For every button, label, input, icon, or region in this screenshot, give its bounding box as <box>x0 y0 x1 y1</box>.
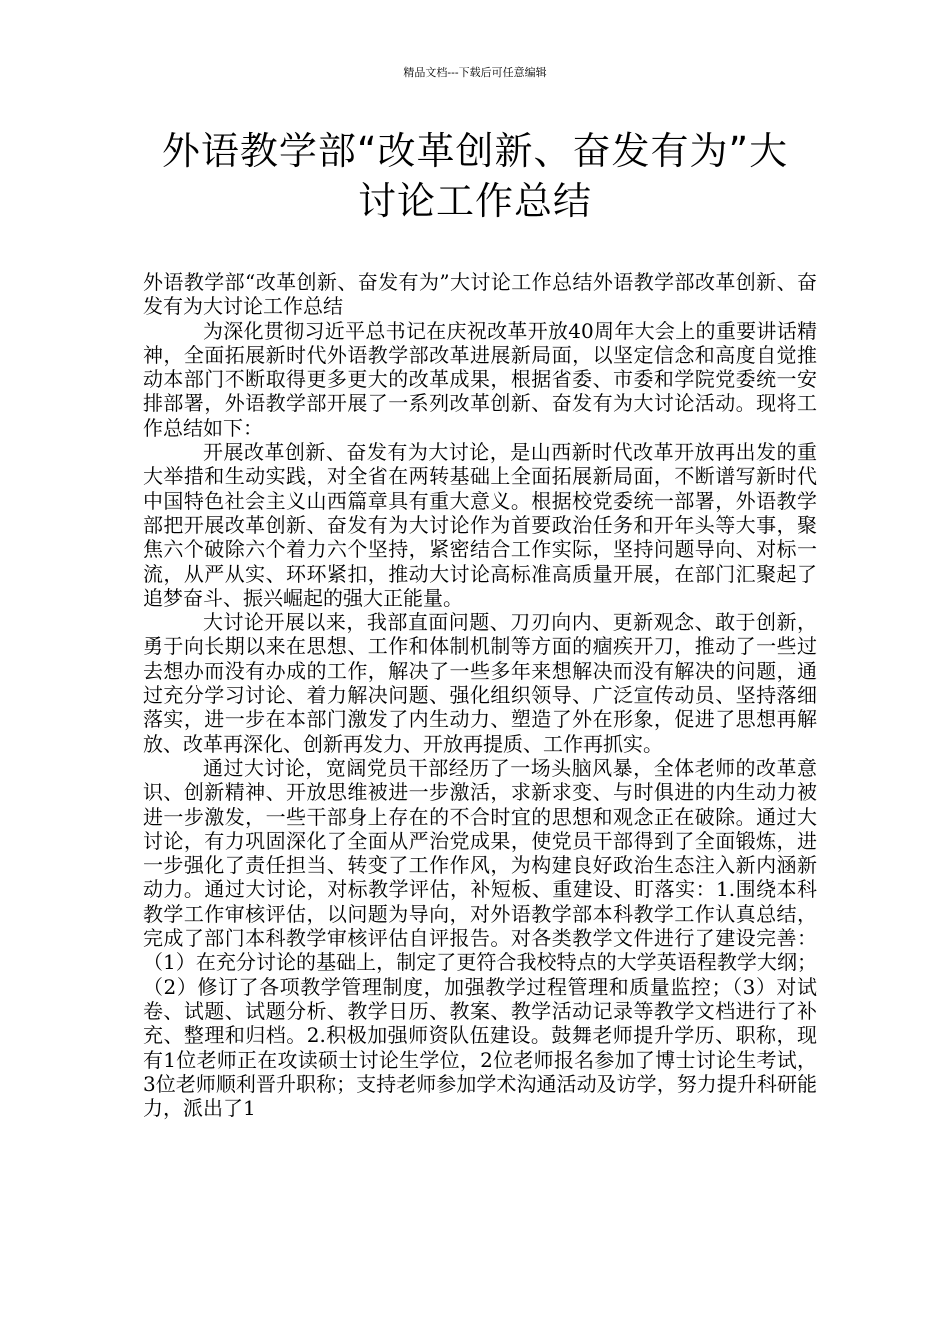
paragraph: 通过大讨论，宽阔党员干部经历了一场头脑风暴，全体老师的改革意识、创新精神、开放思维被进一步激活，求新求变、与时俱进的内生动力被进一步激发，一些干部身上存在的不合时宜的思想和观念正在破除。通过大讨论，有力巩固深化了全面从严治党成果，使党员干部得到了全面锻炼，进一步强化了责任担当、转变了工作作风，为构建良好政治生态注入新内涵新动力。通过大讨论，对标教学评估，补短板、重建设、盯落实：1.围绕本科教学工作审核评估，以问题为导向，对外语教学部本科教学工作认真总结，完成了部门本科教学审核评估自评报告。对各类教学文件进行了建设完善：（1）在充分讨论的基础上，制定了更符合我校特点的大学英语程教学大纲；（2）修订了各项教学管理制度，加强教学过程管理和质量监控；（3）对试卷、试题、试题分析、教学日历、教案、教学活动记录等教学文档进行了补充、整理和归档。2.积极加强师资队伍建设。鼓舞老师提升学历、职称，现有1位老师正在攻读硕士讨论生学位，2位老师报名参加了博士讨论生考试，3位老师顺利晋升职称；支持老师参加学术沟通活动及访学，努力提升科研能力，派出了1 <box>143 755 817 1121</box>
paragraph: 为深化贯彻习近平总书记在庆祝改革开放40周年大会上的重要讲话精神，全面拓展新时代外语教学部改革进展新局面，以坚定信念和高度自觉推动本部门不断取得更多更大的改革成果，根据省委、市委和学院党委统一安排部署，外语教学部开展了一系列改革创新、奋发有为大讨论活动。现将工作总结如下： <box>143 318 817 440</box>
paragraph: 大讨论开展以来，我部直面问题、刀刃向内、更新观念、敢于创新，勇于向长期以来在思想、工作和体制机制等方面的痼疾开刀，推动了一些过去想办而没有办成的工作，解决了一些多年来想解决而没有解决的问题，通过充分学习讨论、着力解决问题、强化组织领导、广泛宣传动员、坚持落细落实，进一步在本部门激发了内生动力、塑造了外在形象，促进了思想再解放、改革再深化、创新再发力、开放再提质、工作再抓实。 <box>143 610 817 756</box>
paragraph-intro: 外语教学部“改革创新、奋发有为”大讨论工作总结外语教学部改革创新、奋发有为大讨论工作总结 <box>143 270 817 319</box>
page-header: 精品文档---下载后可任意编辑 <box>403 66 547 79</box>
title-line-1: 外语教学部“改革创新、奋发有为”大 <box>161 129 789 173</box>
paragraph: 开展改革创新、奋发有为大讨论，是山西新时代改革开放再出发的重大举措和生动实践，对全省在两转基础上全面拓展新局面，不断谱写新时代中国特色社会主义山西篇章具有重大意义。根据校党委统一部署，外语教学部把开展改革创新、奋发有为大讨论作为首要政治任务和开年头等大事，聚焦六个破除六个着力六个坚持，紧密结合工作实际，坚持问题导向、对标一流，从严从实、环环紧扣，推动大讨论高标准高质量开展，在部门汇聚起了追梦奋斗、振兴崛起的强大正能量。 <box>143 440 817 610</box>
document-body <box>143 270 817 1120</box>
title-line-2: 讨论工作总结 <box>357 179 592 223</box>
document-title <box>100 126 850 226</box>
